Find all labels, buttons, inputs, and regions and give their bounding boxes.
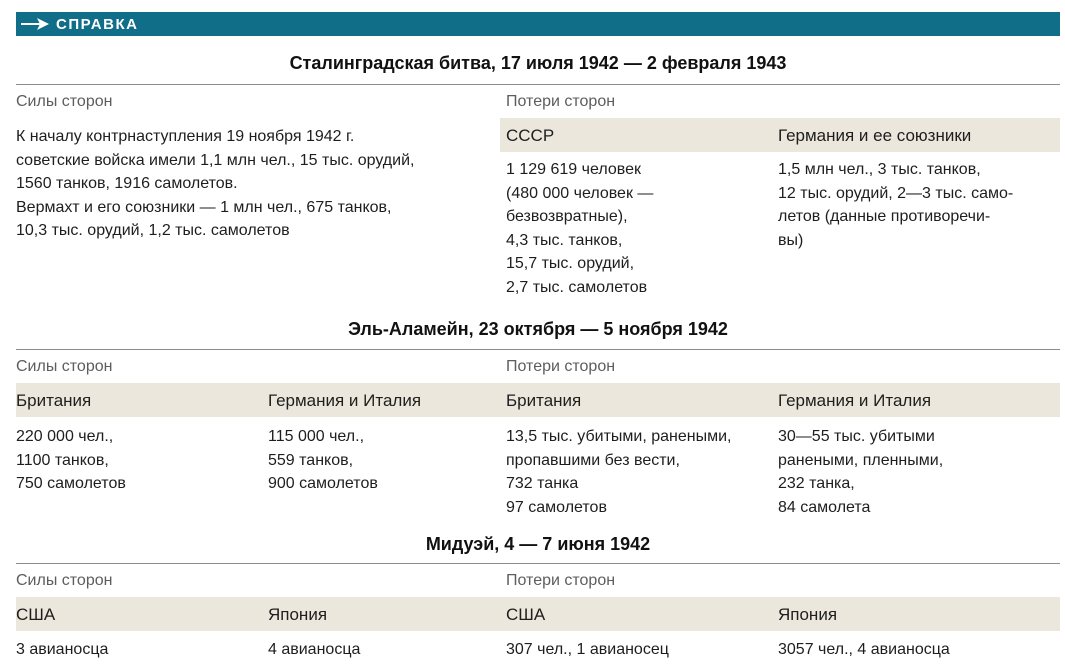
losses-usa-text: 307 чел., 1 авианосец	[506, 641, 669, 658]
side-germany-italy-label: Германия и Италия	[778, 391, 932, 410]
side-germany-allies-label: Германия и ее союзники	[778, 126, 972, 145]
side-britain-label: Британия	[506, 391, 582, 410]
header-bar	[16, 12, 1060, 36]
losses-ussr-text: 1 129 619 человек (480 000 человек — безвозвратные), 4,3 тыс. танков, 15,7 тыс. орудий, 2,7 тыс. самолетов	[506, 161, 654, 296]
side-usa-label: США	[506, 605, 546, 624]
side-germany-italy-label: Германия и Италия	[268, 391, 422, 410]
divider	[16, 563, 1060, 564]
forces-germany-italy-text: 115 000 чел., 559 танков, 900 самолетов	[268, 428, 378, 492]
arrow-right-icon	[20, 17, 50, 31]
divider	[16, 349, 1060, 350]
losses-label: Потери сторон	[506, 358, 616, 375]
forces-label: Силы сторон	[16, 93, 113, 110]
forces-usa-text: 3 авианосца	[16, 641, 109, 658]
side-ussr-label: СССР	[506, 126, 555, 145]
forces-label: Силы сторон	[16, 358, 113, 375]
side-usa-label: США	[16, 605, 56, 624]
header-label: СПРАВКА	[56, 15, 139, 33]
losses-germany-italy-text: 30—55 тыс. убитыми ранеными, пленными, 232 танка, 84 самолета	[778, 428, 944, 516]
losses-label: Потери сторон	[506, 93, 616, 110]
forces-britain-text: 220 000 чел., 1100 танков, 750 самолетов	[16, 428, 126, 492]
divider	[16, 84, 1060, 85]
battle-title-stalingrad: Сталинградская битва, 17 июля 1942 — 2 февраля 1943	[289, 53, 787, 73]
forces-label: Силы сторон	[16, 572, 113, 589]
losses-germany-text: 1,5 млн чел., 3 тыс. танков, 12 тыс. орудий, 2—3 тыс. само- летов (данные противоречи- вы)	[778, 161, 1014, 249]
side-japan-label: Япония	[268, 605, 328, 624]
losses-britain-text: 13,5 тыс. убитыми, ранеными, пропавшими без вести, 732 танка 97 самолетов	[506, 428, 732, 516]
losses-japan-text: 3057 чел., 4 авианосца	[778, 641, 950, 658]
side-japan-label: Япония	[778, 605, 838, 624]
forces-text: К началу контрнаступления 19 ноября 1942 г. советские войска имели 1,1 млн чел., 15 тыс. орудий, 1560 танков, 1916 самолетов. Вермахт и его союзники — 1 млн чел., 675 танков, 10,3 тыс. орудий, 1,2 тыс. самолетов	[16, 128, 415, 239]
battle-title-midway: Мидуэй, 4 — 7 июня 1942	[425, 534, 651, 554]
forces-japan-text: 4 авианосца	[268, 641, 361, 658]
losses-label: Потери сторон	[506, 572, 616, 589]
side-britain-label: Британия	[16, 391, 92, 410]
battle-title-el-alamein: Эль-Аламейн, 23 октября — 5 ноября 1942	[348, 319, 728, 339]
